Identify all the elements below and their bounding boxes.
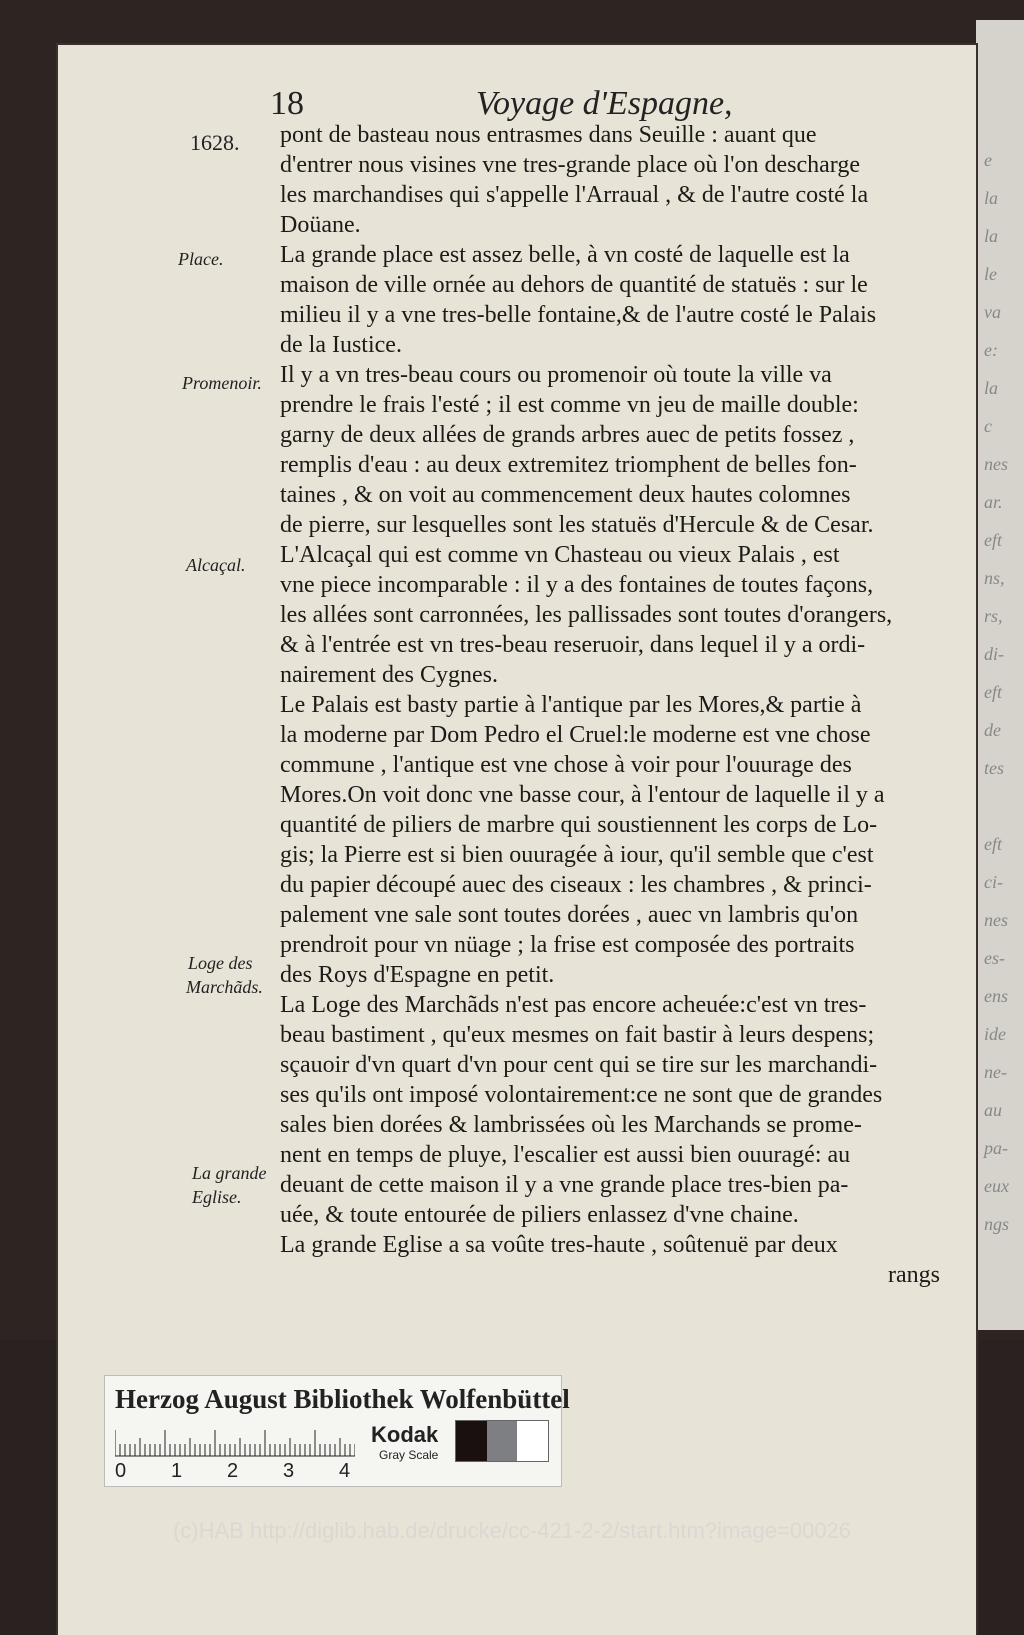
text-line: garny de deux allées de grands arbres auec de petits fossez , (280, 422, 855, 448)
facing-page-fragment: rs, (984, 606, 1003, 626)
text-line: beau bastiment , qu'eux mesmes on fait bastir à leurs despens; (280, 1022, 875, 1048)
facing-page-fragment: de (984, 720, 1001, 740)
facing-page-fragment: le (984, 264, 997, 284)
text-line: nent en temps de pluye, l'escalier est aussi bien ouuragé: au (280, 1142, 851, 1168)
catchword: rangs (888, 1262, 940, 1288)
gray-scale-label: Gray Scale (379, 1448, 439, 1462)
facing-page-fragment: eft (984, 682, 1002, 702)
text-line: ses qu'ils ont imposé volontairement:ce ne sont que de grandes (280, 1082, 883, 1108)
year-marker: 1628. (190, 130, 240, 155)
facing-page-fragment: la (984, 226, 999, 246)
text-line: maison de ville ornée au dehors de quantité de statuës : sur le (280, 272, 868, 298)
text-line: prendre le frais l'esté ; il est comme vn jeu de maille double: (280, 392, 859, 418)
text-line: la moderne par Dom Pedro el Cruel:le moderne est vne chose (280, 722, 871, 748)
text-line: palement vne sale sont toutes dorées , auec vn lambris qu'on (280, 902, 859, 928)
text-line: deuant de cette maison il y a vne grande place tres-bien pa- (280, 1172, 849, 1198)
text-line: vne piece incomparable : il y a des fontaines de toutes façons, (280, 572, 874, 598)
facing-page-fragment: e: (984, 340, 998, 360)
text-line: du papier découpé auec des ciseaux : les chambres , & princi- (280, 872, 872, 898)
kodak-brand: Kodak (371, 1422, 439, 1447)
text-line: La Loge des Marchãds n'est pas encore acheuée:c'est vn tres- (280, 992, 867, 1018)
text-line: & à l'entrée est vn tres-beau reseruoir, dans lequel il y a ordi- (280, 632, 866, 658)
text-line: d'entrer nous visines vne tres-grande place où l'on descharge (280, 152, 861, 178)
library-color-card (104, 1375, 570, 1487)
margin-note-la-grande: La grande (192, 1163, 267, 1183)
facing-page-edge (976, 20, 1024, 1330)
facing-page-fragment: ngs (984, 1214, 1010, 1234)
text-line: de pierre, sur lesquelles sont les statuës d'Hercule & de Cesar. (280, 512, 874, 538)
facing-page-fragment: tes (984, 758, 1004, 778)
text-line: La grande place est assez belle, à vn costé de laquelle est la (280, 242, 850, 268)
text-line: commune , l'antique est vne chose à voir pour l'ouurage des (280, 752, 852, 778)
scale-ruler (115, 1426, 355, 1458)
text-line: quantité de piliers de marbre qui soustiennent les corps de Lo- (280, 812, 878, 838)
facing-page-fragment: e (984, 150, 992, 170)
page-number: 18 (270, 85, 304, 122)
text-line: sales bien dorées & lambrissées où les Marchands se prome- (280, 1112, 862, 1138)
facing-page-fragment: ar. (984, 492, 1003, 512)
page-header (270, 85, 970, 125)
text-line: Le Palais est basty partie à l'antique par les Mores,& partie à (280, 692, 862, 718)
facing-page-fragment: di- (984, 644, 1004, 664)
text-line: Mores.On voit donc vne basse cour, à l'entour de laquelle il y a (280, 782, 885, 808)
ruler-label-2: 2 (227, 1460, 239, 1482)
facing-page-fragment: au (984, 1100, 1002, 1120)
facing-page-fragment: ide (984, 1024, 1006, 1044)
facing-page-fragment: nes (984, 910, 1008, 930)
text-line: sçauoir d'vn quart d'vn pour cent qui se tire sur les marchandi- (280, 1052, 878, 1078)
text-line: La grande Eglise a sa voûte tres-haute , soûtenuë par deux (280, 1232, 838, 1258)
footer-url: (c)HAB http://diglib.hab.de/drucke/cc-421-2-2/start.htm?image=00026 (172, 1518, 852, 1543)
margin-note-eglise: Eglise. (192, 1187, 242, 1207)
facing-page-fragment: ne- (984, 1062, 1007, 1082)
swatch-black (456, 1421, 487, 1461)
library-name: Herzog August Bibliothek Wolfenbüttel (115, 1384, 570, 1414)
text-line: les marchandises qui s'appelle l'Arraual , & de l'autre costé la (280, 182, 869, 208)
text-line: uée, & toute entourée de piliers enlassez d'vne chaine. (280, 1202, 799, 1228)
text-line: Il y a vn tres-beau cours ou promenoir où toute la ville va (280, 362, 832, 388)
facing-page-fragment: eft (984, 530, 1002, 550)
swatch-gray (487, 1421, 518, 1461)
facing-page-fragment: c (984, 416, 992, 436)
text-line: gis; la Pierre est si bien ouuragée à iour, qu'il semble que c'est (280, 842, 874, 868)
body-text (280, 120, 940, 1290)
facing-page-fragment: ens (984, 986, 1008, 1006)
text-line: Doüane. (280, 212, 361, 238)
ruler-label-1: 1 (171, 1460, 183, 1482)
facing-page-fragment: nes (984, 454, 1008, 474)
facing-page-fragment: ci- (984, 872, 1003, 892)
ruler-label-3: 3 (283, 1460, 295, 1482)
facing-page-fragment: eft (984, 834, 1002, 854)
text-line: prendroit pour vn nüage ; la frise est composée des portraits (280, 932, 855, 958)
gray-swatches (455, 1420, 549, 1462)
text-line: des Roys d'Espagne en petit. (280, 962, 555, 988)
text-line: milieu il y a vne tres-belle fontaine,& de l'autre costé le Palais (280, 302, 877, 328)
margin-note-place: Place. (178, 249, 224, 269)
margin-note-alcacal: Alcaçal. (186, 555, 246, 575)
text-line: de la Iustice. (280, 332, 402, 358)
facing-page-fragment: es- (984, 948, 1005, 968)
text-line: remplis d'eau : au deux extremitez triomphent de belles fon- (280, 452, 857, 478)
ruler-label-4: 4 (339, 1460, 351, 1482)
text-line: les allées sont carronnées, les pallissades sont toutes d'orangers, (280, 602, 893, 628)
text-line: taines , & on voit au commencement deux hautes colomnes (280, 482, 851, 508)
facing-page-fragment: ns, (984, 568, 1005, 588)
margin-note-marchands: Marchãds. (186, 977, 263, 997)
margin-note-loge-des: Loge des (188, 953, 253, 973)
text-line: pont de basteau nous entrasmes dans Seuille : auant que (280, 122, 817, 148)
swatch-white (517, 1421, 548, 1461)
facing-page-fragment: va (984, 302, 1001, 322)
running-head: Voyage d'Espagne, (476, 85, 733, 122)
margin-note-promenoir: Promenoir. (182, 373, 262, 393)
facing-page-fragment: la (984, 188, 999, 208)
text-line: nairement des Cygnes. (280, 662, 498, 688)
text-line: L'Alcaçal qui est comme vn Chasteau ou vieux Palais , est (280, 542, 840, 568)
facing-page-fragment: eux (984, 1176, 1009, 1196)
ruler-label-0: 0 (115, 1460, 127, 1482)
facing-page-fragment: pa- (984, 1138, 1008, 1158)
facing-page-fragment: la (984, 378, 999, 398)
